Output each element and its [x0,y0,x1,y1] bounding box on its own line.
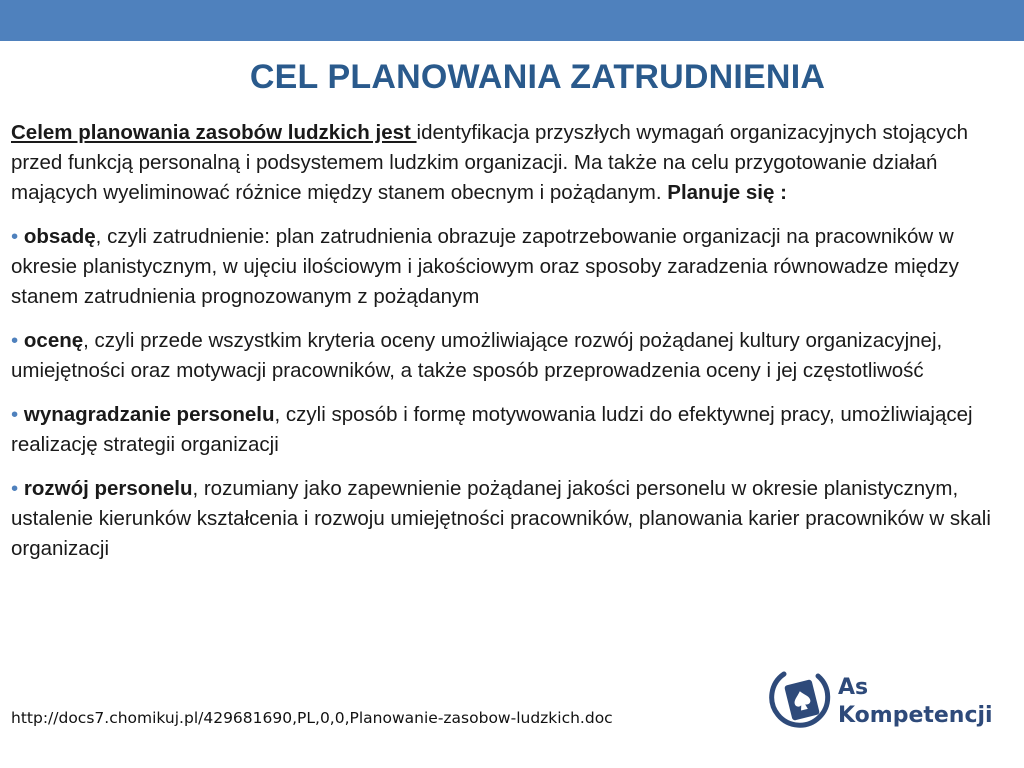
intro-bold-tail: Planuje się : [667,181,787,204]
source-link[interactable]: http://docs7.chomikuj.pl/429681690,PL,0,0,Planowanie-zasobow-ludzkich.doc [11,709,613,727]
bullet-icon: • [11,403,19,426]
bullet-item [11,474,1016,564]
logo-text [838,674,993,730]
intro-lead: Celem planowania zasobów ludzkich jest [11,121,417,144]
bullet-term: obsadę [23,225,96,248]
bullet-term: rozwój personelu [23,477,193,500]
intro-text: identyfikacja przyszłych wymagań organizacyjnych stojących przed funkcją personalną i podsystemem ludzkim organizacji. Ma także na celu przygotowanie działań mających wyeliminować różnice między stanem obecnym i pożądanym. [11,121,969,204]
logo [768,668,1008,748]
slide-content [11,118,1016,564]
bullet-text: , czyli zatrudnienie: plan zatrudnienia obrazuje zapotrzebowanie organizacji na pracowników w okresie planistycznym, w ujęciu ilościowym i jakościowym oraz sposoby zaradzenia równowadze między stanem zatrudnienia prognozowanym z pożądanym [11,225,959,308]
top-bar [0,0,1024,41]
bullet-item [11,222,1016,312]
bullet-icon: • [11,225,19,248]
bullet-item [11,326,1016,386]
intro-paragraph [11,118,1016,208]
logo-line-2: Kompetencji [838,703,993,728]
slide-title: CEL PLANOWANIA ZATRUDNIENIA [249,58,826,96]
bullet-text: , czyli sposób i formę motywowania ludzi do efektywnej pracy, umożliwiającej realizację strategii organizacji [11,403,973,456]
bullet-icon: • [11,477,19,500]
bullet-term: wynagradzanie personelu [23,403,275,426]
logo-line-1: As [838,675,869,700]
spade-card-icon [768,668,832,740]
bullet-item [11,400,1016,460]
bullet-icon: • [11,329,19,352]
bullet-term: ocenę [23,329,84,352]
bullet-text: , rozumiany jako zapewnienie pożądanej jakości personelu w okresie planistycznym, ustalenie kierunków kształcenia i rozwoju umiejętności pracowników, planowania karier pracowników w skali organizacji [11,477,991,560]
bullet-text: , czyli przede wszystkim kryteria oceny umożliwiające rozwój pożądanej kultury organizacyjnej, umiejętności oraz motywacji pracowników, a także sposób przeprowadzenia oceny i jej częstotliwość [11,329,943,382]
